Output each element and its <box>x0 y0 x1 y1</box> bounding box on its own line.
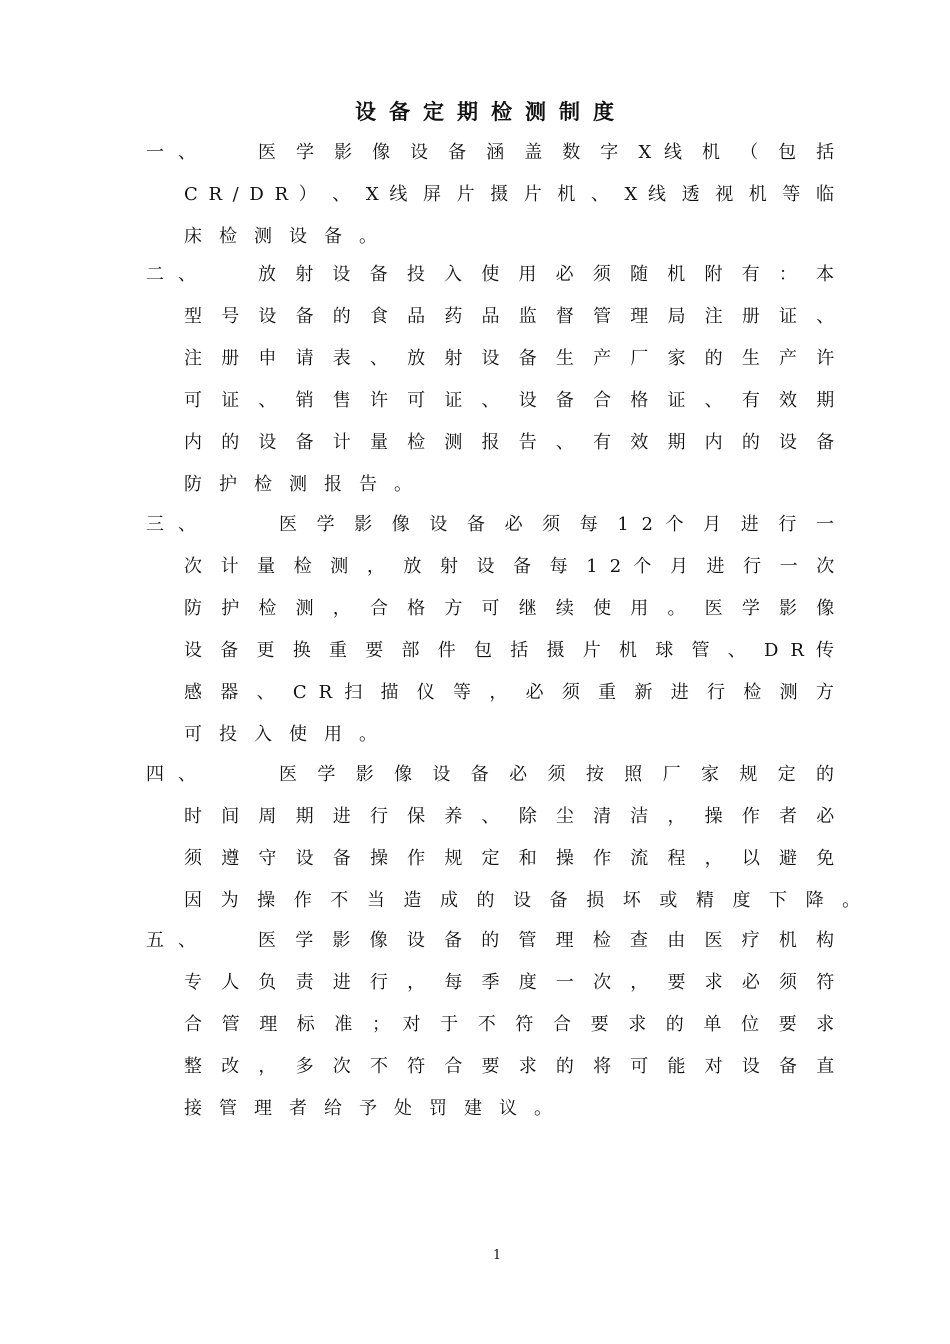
section-line: 专 人 负 责 进 行 ， 每 季 度 一 次 ， 要 求 必 须 符 <box>184 972 835 993</box>
section-line: 型 号 设 备 的 食 品 药 品 监 督 管 理 局 注 册 证 、 <box>184 306 835 327</box>
section-line: 防 护 检 测 ， 合 格 方 可 继 续 使 用 。 医 学 影 像 <box>184 598 835 619</box>
section-number: 五、 <box>146 930 210 951</box>
section-line: 设 备 更 换 重 要 部 件 包 括 摄 片 机 球 管 、 D R 传 <box>184 640 834 661</box>
section-line: 放 射 设 备 投 入 使 用 必 须 随 机 附 有 ： 本 <box>258 264 835 285</box>
section-line: 可 证 、 销 售 许 可 证 、 设 备 合 格 证 、 有 效 期 <box>184 390 835 411</box>
section-line: 整 改 ， 多 次 不 符 合 要 求 的 将 可 能 对 设 备 直 <box>184 1056 835 1077</box>
section-line: 合 管 理 标 准 ； 对 于 不 符 合 要 求 的 单 位 要 求 <box>184 1014 835 1035</box>
section-line: 注 册 申 请 表 、 放 射 设 备 生 产 厂 家 的 生 产 许 <box>184 348 835 369</box>
section-number: 四、 <box>146 764 210 785</box>
section-number: 一、 <box>146 142 210 163</box>
section-line: 医 学 影 像 设 备 涵 盖 数 字 X 线 机 （ 包 括 <box>258 142 835 163</box>
page-number: 1 <box>492 1248 502 1263</box>
section-line: 内 的 设 备 计 量 检 测 报 告 、 有 效 期 内 的 设 备 <box>184 432 835 453</box>
section-line: 因 为 操 作 不 当 造 成 的 设 备 损 坏 或 精 度 下 降 。 <box>184 890 861 911</box>
section-line: 感 器 、 C R 扫 描 仪 等 ， 必 须 重 新 进 行 检 测 方 <box>184 682 834 703</box>
section-line: 防护检测报告。 <box>184 474 429 495</box>
document-title: 设备定期检测制度 <box>355 100 627 124</box>
section-line: C R / D R ） 、 X 线 屏 片 摄 片 机 、 X 线 透 视 机 等 临 <box>184 184 834 205</box>
section-line: 接管理者给予处罚建议。 <box>184 1098 569 1119</box>
section-number: 三、 <box>146 514 210 535</box>
section-line: 可投入使用。 <box>184 724 394 745</box>
section-line: 医 学 影 像 设 备 必 须 每 1 2 个 月 进 行 一 <box>279 514 834 535</box>
section-line: 医 学 影 像 设 备 必 须 按 照 厂 家 规 定 的 <box>279 764 835 785</box>
section-line: 次 计 量 检 测 ， 放 射 设 备 每 1 2 个 月 进 行 一 次 <box>184 556 835 577</box>
section-line: 时 间 周 期 进 行 保 养 、 除 尘 清 洁 ， 操 作 者 必 <box>184 806 835 827</box>
section-line: 须 遵 守 设 备 操 作 规 定 和 操 作 流 程 ， 以 避 免 <box>184 848 835 869</box>
section-line: 医 学 影 像 设 备 的 管 理 检 查 由 医 疗 机 构 <box>258 930 835 951</box>
section-line: 床检测设备。 <box>184 226 394 247</box>
section-number: 二、 <box>146 264 210 285</box>
